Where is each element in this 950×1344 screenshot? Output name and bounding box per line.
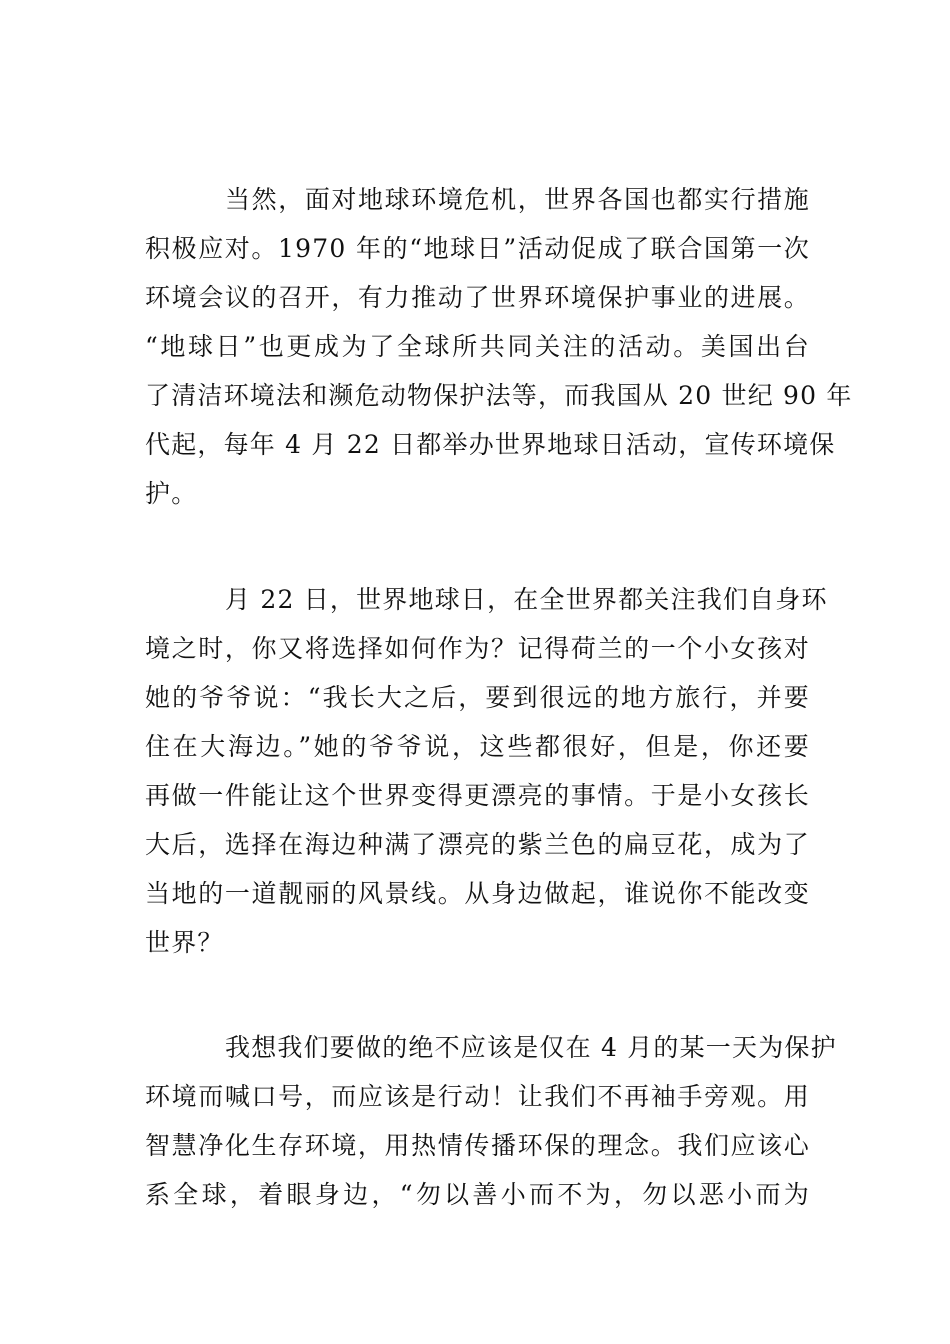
text-line: 世界？ xyxy=(145,928,224,957)
text-line: “地球日”也更成为了全球所共同关注的活动。美国出台 xyxy=(145,332,810,361)
text-line: 系全球，着眼身边，“勿以善小而不为，勿以恶小而为 xyxy=(145,1180,810,1209)
text-line: 境之时，你又将选择如何作为？记得荷兰的一个小女孩对 xyxy=(145,634,810,663)
text-line: 环境会议的召开，有力推动了世界环境保护事业的进展。 xyxy=(145,283,810,312)
text-line: 我想我们要做的绝不应该是仅在 4 月的某一天为保护 xyxy=(225,1033,837,1062)
text-line: 代起，每年 4 月 22 日都举办世界地球日活动，宣传环境保 xyxy=(145,430,836,459)
text-line: 大后，选择在海边种满了漂亮的紫兰色的扁豆花，成为了 xyxy=(145,830,810,859)
text-line: 再做一件能让这个世界变得更漂亮的事情。于是小女孩长 xyxy=(145,781,810,810)
paragraph-earth-day-response xyxy=(145,175,853,518)
paragraph-call-to-action xyxy=(145,1023,837,1219)
text-line: 月 22 日，世界地球日，在全世界都关注我们自身环 xyxy=(225,585,828,614)
text-line: 住在大海边。”她的爷爷说，这些都很好，但是，你还要 xyxy=(145,732,810,761)
text-line: 了清洁环境法和濒危动物保护法等，而我国从 20 世纪 90 年 xyxy=(145,381,853,410)
text-line: 她的爷爷说：“我长大之后，要到很远的地方旅行，并要 xyxy=(145,683,810,712)
text-line: 积极应对。1970 年的“地球日”活动促成了联合国第一次 xyxy=(145,234,810,263)
text-line: 智慧净化生存环境，用热情传播环保的理念。我们应该心 xyxy=(145,1131,810,1160)
text-line: 当然，面对地球环境危机，世界各国也都实行措施 xyxy=(225,185,810,214)
text-line: 当地的一道靓丽的风景线。从身边做起，谁说你不能改变 xyxy=(145,879,810,908)
paragraph-dutch-girl-story xyxy=(145,575,828,967)
text-line: 环境而喊口号，而应该是行动！让我们不再袖手旁观。用 xyxy=(145,1082,810,1111)
text-line: 护。 xyxy=(145,479,198,508)
